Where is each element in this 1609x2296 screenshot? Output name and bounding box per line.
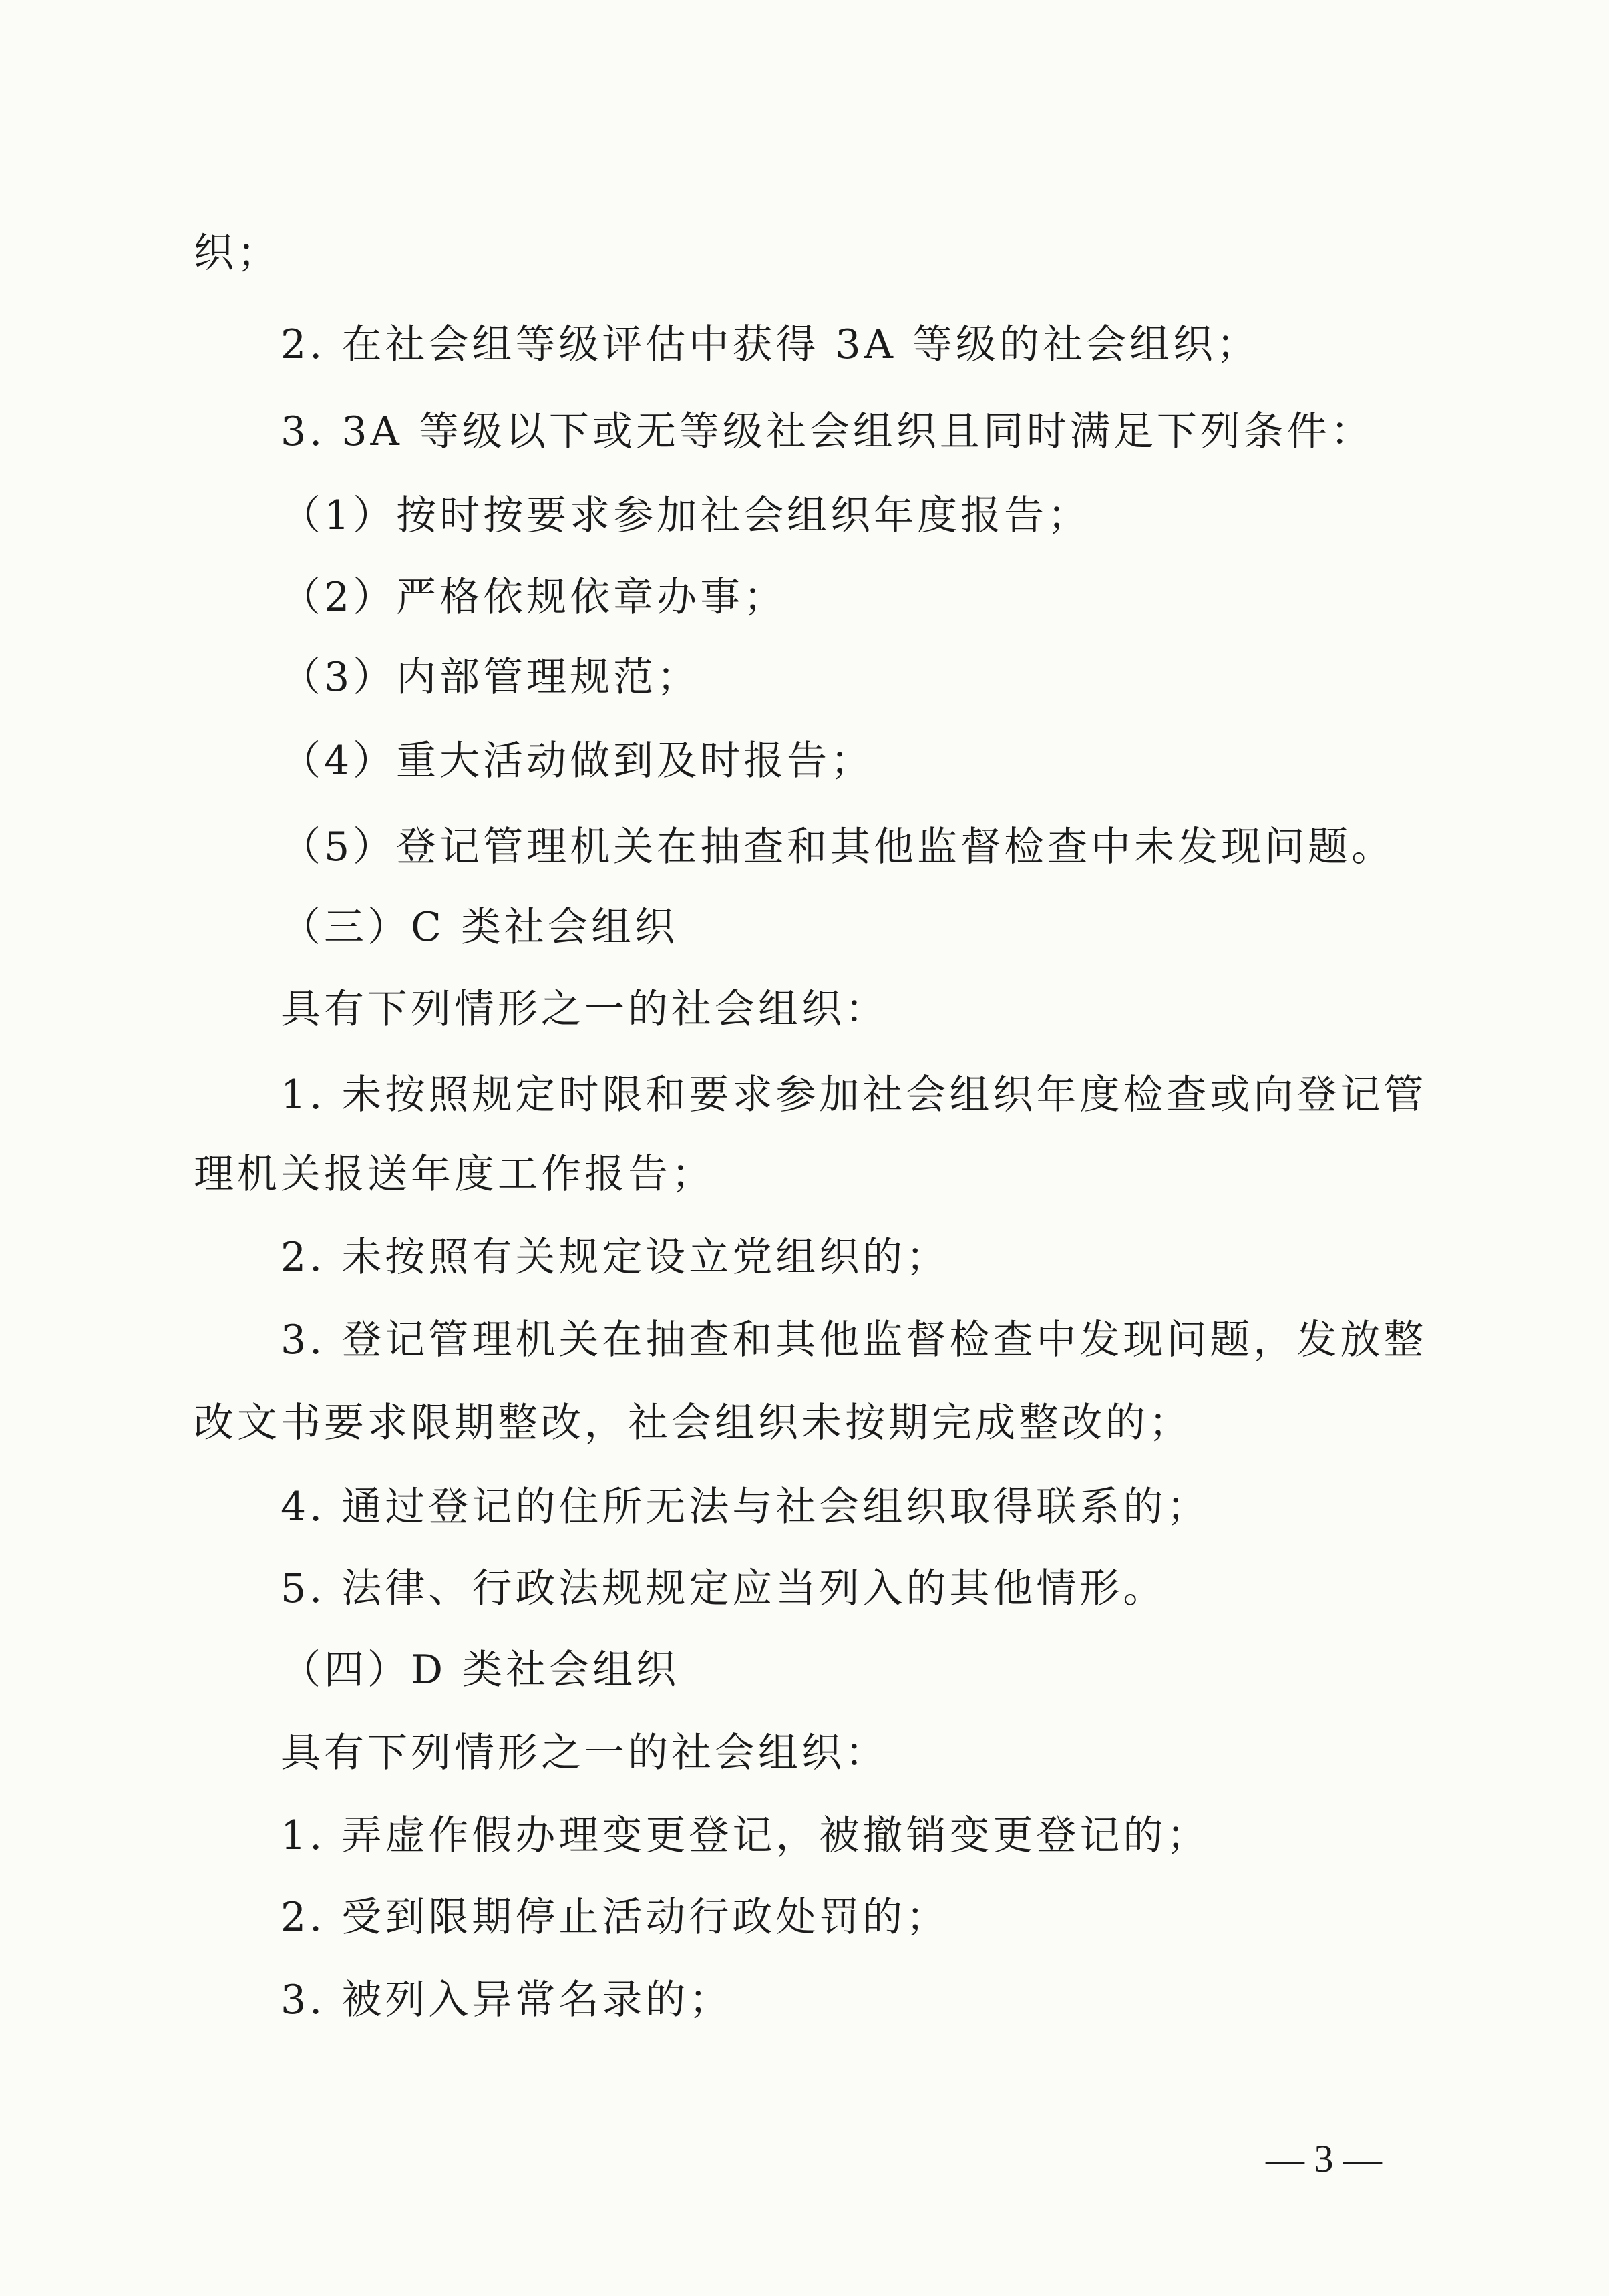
section-heading: （四）D 类社会组织 <box>281 1647 680 1693</box>
text-line: 织； <box>194 230 281 277</box>
page-number: — 3 — <box>1266 2137 1382 2180</box>
section-heading: （三）C 类社会组织 <box>281 904 678 951</box>
text-line: 3. 登记管理机关在抽查和其他监督检查中发现问题，发放整 <box>281 1317 1427 1363</box>
text-line: 4. 通过登记的住所无法与社会组织取得联系的； <box>281 1484 1210 1530</box>
text-line: 2. 未按照有关规定设立党组织的； <box>281 1234 950 1281</box>
text-line: 2. 受到限期停止活动行政处罚的； <box>281 1894 950 1941</box>
text-line: 3. 3A 等级以下或无等级社会组织且同时满足下列条件： <box>281 408 1374 455</box>
text-line: 3. 被列入异常名录的； <box>281 1977 733 2023</box>
text-line: （1）按时按要求参加社会组织年度报告； <box>281 492 1091 539</box>
text-line: （4）重大活动做到及时报告； <box>281 737 874 784</box>
text-line: 1. 未按照规定时限和要求参加社会组织年度检查或向登记管 <box>281 1072 1427 1118</box>
text-line: 2. 在社会组等级评估中获得 3A 等级的社会组织； <box>281 321 1260 368</box>
text-line: （5）登记管理机关在抽查和其他监督检查中未发现问题。 <box>281 824 1395 870</box>
text-line: 1. 弄虚作假办理变更登记，被撤销变更登记的； <box>281 1812 1210 1859</box>
text-line: （2）严格依规依章办事； <box>281 574 787 621</box>
text-line: 理机关报送年度工作报告； <box>194 1151 715 1198</box>
text-line: 改文书要求限期整改，社会组织未按期完成整改的； <box>194 1400 1192 1446</box>
text-line: 5. 法律、行政法规规定应当列入的其他情形。 <box>281 1565 1167 1612</box>
text-line: 具有下列情形之一的社会组织： <box>281 1730 888 1776</box>
text-line: 具有下列情形之一的社会组织： <box>281 986 888 1033</box>
text-line: （3）内部管理规范； <box>281 654 701 701</box>
